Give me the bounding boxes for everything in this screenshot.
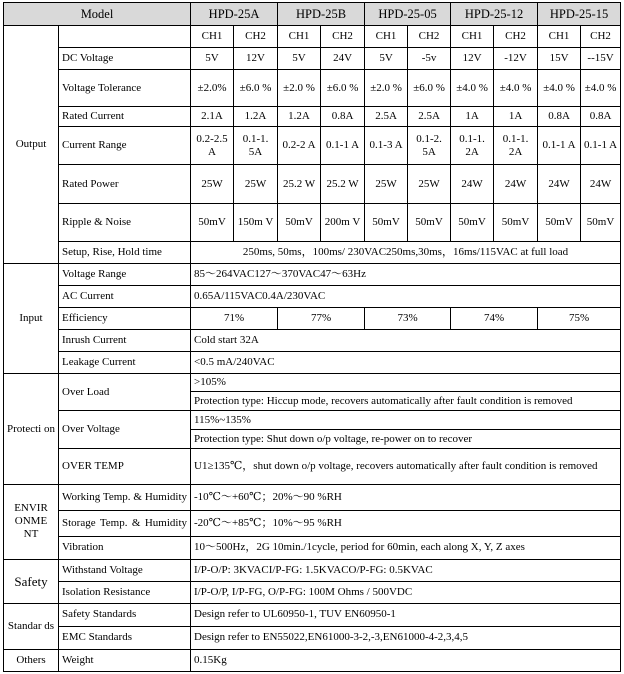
value-cell: 1A bbox=[494, 107, 538, 127]
value-cell: Protection type: Hiccup mode, recovers automatically after fault condition is removed bbox=[191, 392, 621, 411]
row-working bbox=[4, 485, 621, 511]
value-cell: 1.2A bbox=[278, 107, 321, 127]
value-cell: 74% bbox=[451, 307, 538, 329]
value-cell: 2.5A bbox=[408, 107, 451, 127]
value-cell: Cold start 32A bbox=[191, 329, 621, 351]
value-cell: 0.1-1. 2A bbox=[451, 127, 494, 165]
value-cell: 73% bbox=[365, 307, 451, 329]
value-cell: 25W bbox=[191, 165, 234, 203]
value-cell: 10～500Hz，2G 10min./1cycle, period for 60min, each along X, Y, Z axes bbox=[191, 537, 621, 559]
value-cell: 25W bbox=[408, 165, 451, 203]
value-cell: 0.1-1 A bbox=[581, 127, 621, 165]
row-label: Isolation Resistance bbox=[59, 581, 191, 603]
channel-header: CH2 bbox=[234, 26, 278, 48]
row-rated-current bbox=[4, 107, 621, 127]
row-label: Vibration bbox=[59, 537, 191, 559]
value-cell: 0.1-1. 2A bbox=[494, 127, 538, 165]
row-emc-standards bbox=[4, 626, 621, 649]
value-cell: ±4.0 % bbox=[451, 70, 494, 107]
model-name: HPD-25B bbox=[278, 3, 365, 26]
value-cell: 0.8A bbox=[581, 107, 621, 127]
channel-header-blank bbox=[59, 26, 191, 48]
channel-header: CH1 bbox=[451, 26, 494, 48]
row-inrush-current bbox=[4, 329, 621, 351]
value-cell: 0.8A bbox=[538, 107, 581, 127]
section-output: Output bbox=[4, 26, 59, 264]
row-label: OVER TEMP bbox=[59, 449, 191, 485]
value-cell: 0.1-1 A bbox=[321, 127, 365, 165]
header-row-channels bbox=[4, 26, 621, 48]
row-efficiency bbox=[4, 307, 621, 329]
value-cell: Protection type: Shut down o/p voltage, re-power on to recover bbox=[191, 430, 621, 449]
value-cell: >105% bbox=[191, 374, 621, 392]
model-header: Model bbox=[4, 3, 191, 26]
value-cell: 24W bbox=[494, 165, 538, 203]
row-current-range bbox=[4, 127, 621, 165]
value-cell: 1.2A bbox=[234, 107, 278, 127]
value-cell: 150m V bbox=[234, 203, 278, 241]
value-cell: 85～264VAC127～370VAC47～63Hz bbox=[191, 263, 621, 285]
model-name: HPD-25-05 bbox=[365, 3, 451, 26]
row-setup-rise-hold bbox=[4, 241, 621, 263]
value-cell: ±2.0 % bbox=[278, 70, 321, 107]
value-cell: Design refer to EN55022,EN61000-3-2,-3,EN61000-4-2,3,4,5 bbox=[191, 626, 621, 649]
value-cell: 12V bbox=[451, 48, 494, 70]
row-label: Current Range bbox=[59, 127, 191, 165]
row-vibration bbox=[4, 537, 621, 559]
value-cell: I/P-O/P: 3KVACI/P-FG: 1.5KVACO/P-FG: 0.5KVAC bbox=[191, 559, 621, 581]
value-cell: 250ms, 50ms，100ms/ 230VAC250ms,30ms，16ms/115VAC at full load bbox=[191, 241, 621, 263]
channel-header: CH2 bbox=[321, 26, 365, 48]
value-cell: 24W bbox=[581, 165, 621, 203]
model-name: HPD-25A bbox=[191, 3, 278, 26]
row-label: Rated Current bbox=[59, 107, 191, 127]
row-storage bbox=[4, 511, 621, 537]
value-cell: 24V bbox=[321, 48, 365, 70]
channel-header: CH1 bbox=[278, 26, 321, 48]
row-label: Working Temp. & Humidity bbox=[59, 485, 191, 511]
value-cell: 5V bbox=[278, 48, 321, 70]
value-cell: 25W bbox=[365, 165, 408, 203]
section-standards: Standar ds bbox=[4, 603, 59, 649]
value-cell: 12V bbox=[234, 48, 278, 70]
header-row-models bbox=[4, 3, 621, 26]
row-over-voltage-1 bbox=[4, 411, 621, 430]
channel-header: CH1 bbox=[365, 26, 408, 48]
value-cell: ±4.0 % bbox=[494, 70, 538, 107]
value-cell: -20℃～+85℃；10%～95 %RH bbox=[191, 511, 621, 537]
row-rated-power bbox=[4, 165, 621, 203]
value-cell: 25W bbox=[234, 165, 278, 203]
value-cell: ±6.0 % bbox=[408, 70, 451, 107]
row-label: Voltage Range bbox=[59, 263, 191, 285]
value-cell: 1A bbox=[451, 107, 494, 127]
row-label: Storage Temp. & Humidity bbox=[59, 511, 191, 537]
row-label: Safety Standards bbox=[59, 603, 191, 626]
value-cell: --15V bbox=[581, 48, 621, 70]
section-protection: Protecti on bbox=[4, 374, 59, 485]
channel-header: CH2 bbox=[581, 26, 621, 48]
row-ac-current bbox=[4, 285, 621, 307]
section-others: Others bbox=[4, 649, 59, 671]
value-cell: ±2.0 % bbox=[365, 70, 408, 107]
value-cell: 0.1-2. 5A bbox=[408, 127, 451, 165]
row-label: Setup, Rise, Hold time bbox=[59, 241, 191, 263]
value-cell: 24W bbox=[538, 165, 581, 203]
value-cell: 50mV bbox=[581, 203, 621, 241]
value-cell: ±6.0 % bbox=[234, 70, 278, 107]
value-cell: -5v bbox=[408, 48, 451, 70]
value-cell: 200m V bbox=[321, 203, 365, 241]
value-cell: 5V bbox=[365, 48, 408, 70]
value-cell: 50mV bbox=[191, 203, 234, 241]
channel-header: CH2 bbox=[494, 26, 538, 48]
row-safety-standards bbox=[4, 603, 621, 626]
row-weight bbox=[4, 649, 621, 671]
value-cell: ±4.0 % bbox=[538, 70, 581, 107]
row-label: EMC Standards bbox=[59, 626, 191, 649]
value-cell: 24W bbox=[451, 165, 494, 203]
value-cell: -10℃～+60℃；20%～90 %RH bbox=[191, 485, 621, 511]
row-dc-voltage bbox=[4, 48, 621, 70]
row-over-load-1 bbox=[4, 374, 621, 392]
value-cell: 25.2 W bbox=[278, 165, 321, 203]
row-label: Over Voltage bbox=[59, 411, 191, 449]
value-cell: I/P-O/P, I/P-FG, O/P-FG: 100M Ohms / 500VDC bbox=[191, 581, 621, 603]
row-label: Inrush Current bbox=[59, 329, 191, 351]
value-cell: 25.2 W bbox=[321, 165, 365, 203]
row-label: Voltage Tolerance bbox=[59, 70, 191, 107]
value-cell: 50mV bbox=[365, 203, 408, 241]
row-label: AC Current bbox=[59, 285, 191, 307]
value-cell: 71% bbox=[191, 307, 278, 329]
value-cell: ±4.0 % bbox=[581, 70, 621, 107]
value-cell: 0.2-2 A bbox=[278, 127, 321, 165]
value-cell: 0.8A bbox=[321, 107, 365, 127]
value-cell: ±6.0 % bbox=[321, 70, 365, 107]
row-ripple-noise bbox=[4, 203, 621, 241]
row-isolation-resistance bbox=[4, 581, 621, 603]
row-withstand-voltage bbox=[4, 559, 621, 581]
model-name: HPD-25-15 bbox=[538, 3, 621, 26]
row-leakage-current bbox=[4, 351, 621, 373]
value-cell: <0.5 mA/240VAC bbox=[191, 351, 621, 373]
value-cell: 0.15Kg bbox=[191, 649, 621, 671]
value-cell: 75% bbox=[538, 307, 621, 329]
value-cell: 77% bbox=[278, 307, 365, 329]
value-cell: 50mV bbox=[494, 203, 538, 241]
value-cell: U1≥135℃，shut down o/p voltage, recovers automatically after fault condition is removed bbox=[191, 449, 621, 485]
value-cell: 50mV bbox=[278, 203, 321, 241]
row-label: Ripple & Noise bbox=[59, 203, 191, 241]
row-voltage-tolerance bbox=[4, 70, 621, 107]
value-cell: 2.1A bbox=[191, 107, 234, 127]
value-cell: 0.1-3 A bbox=[365, 127, 408, 165]
value-cell: 50mV bbox=[451, 203, 494, 241]
value-cell: Design refer to UL60950-1, TUV EN60950-1 bbox=[191, 603, 621, 626]
section-environment: ENVIR ONME NT bbox=[4, 485, 59, 559]
value-cell: 0.65A/115VAC0.4A/230VAC bbox=[191, 285, 621, 307]
value-cell: 0.1-1. 5A bbox=[234, 127, 278, 165]
channel-header: CH1 bbox=[538, 26, 581, 48]
value-cell: 50mV bbox=[408, 203, 451, 241]
row-label: Over Load bbox=[59, 374, 191, 411]
row-voltage-range bbox=[4, 263, 621, 285]
value-cell: ±2.0% bbox=[191, 70, 234, 107]
channel-header: CH2 bbox=[408, 26, 451, 48]
value-cell: 2.5A bbox=[365, 107, 408, 127]
row-label: Efficiency bbox=[59, 307, 191, 329]
row-label: Leakage Current bbox=[59, 351, 191, 373]
section-safety: Safety bbox=[4, 559, 59, 603]
value-cell: 5V bbox=[191, 48, 234, 70]
row-label: Withstand Voltage bbox=[59, 559, 191, 581]
row-label: Rated Power bbox=[59, 165, 191, 203]
channel-header: CH1 bbox=[191, 26, 234, 48]
row-over-temp bbox=[4, 449, 621, 485]
value-cell: 0.2-2.5 A bbox=[191, 127, 234, 165]
row-label: DC Voltage bbox=[59, 48, 191, 70]
row-label: Weight bbox=[59, 649, 191, 671]
model-name: HPD-25-12 bbox=[451, 3, 538, 26]
value-cell: 50mV bbox=[538, 203, 581, 241]
value-cell: -12V bbox=[494, 48, 538, 70]
spec-table bbox=[3, 2, 621, 672]
value-cell: 15V bbox=[538, 48, 581, 70]
value-cell: 115%~135% bbox=[191, 411, 621, 430]
section-input: Input bbox=[4, 263, 59, 373]
value-cell: 0.1-1 A bbox=[538, 127, 581, 165]
